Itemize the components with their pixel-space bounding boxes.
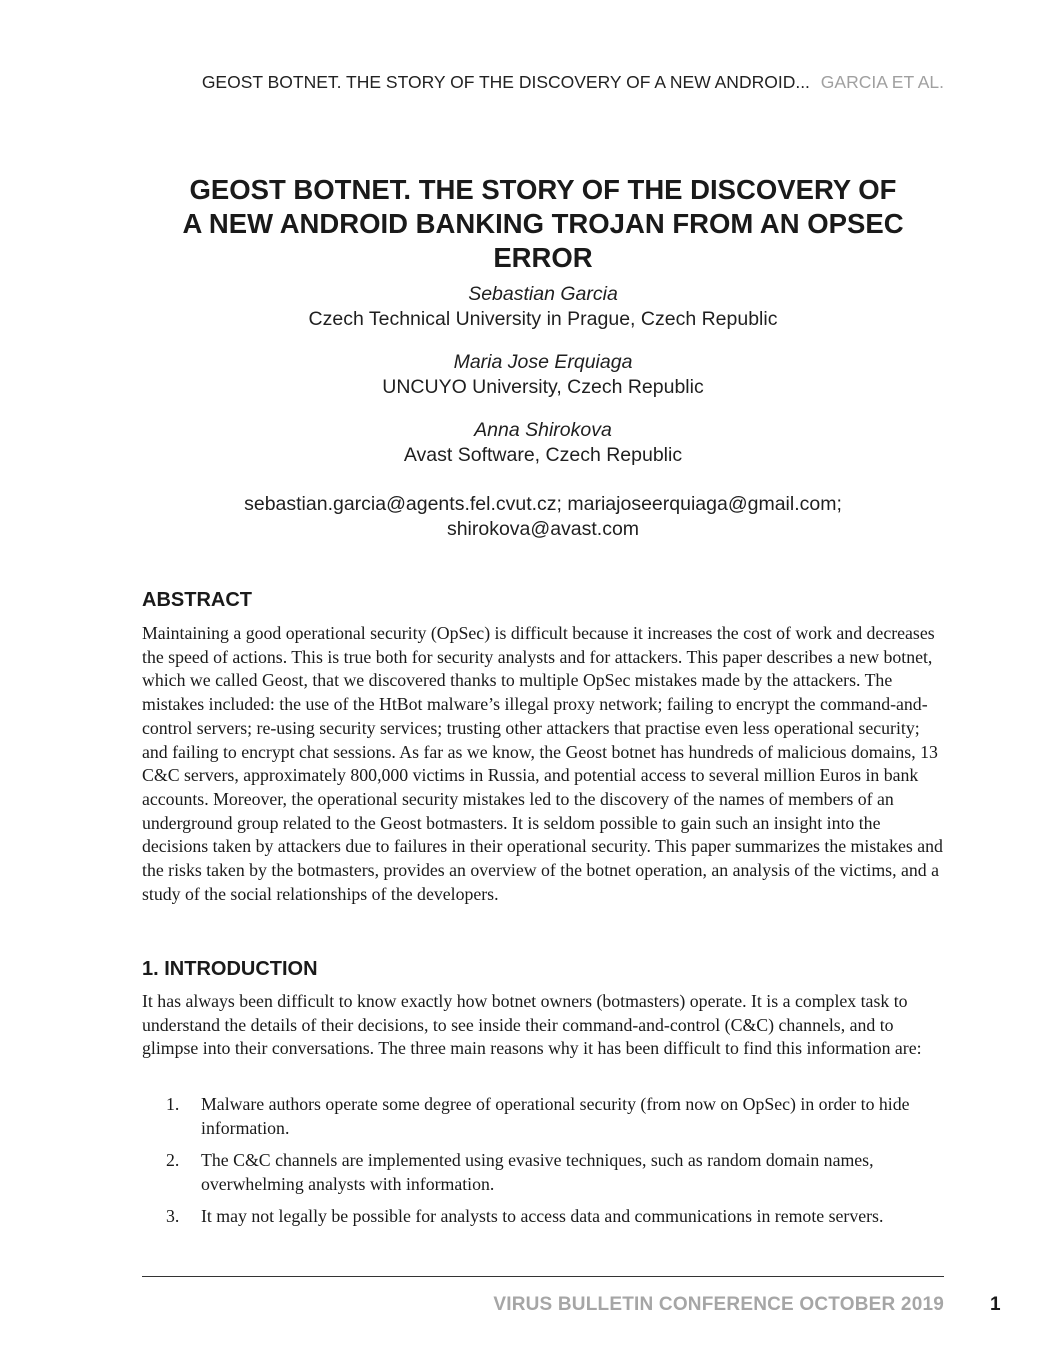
list-item-number: 1.	[166, 1094, 180, 1114]
paper-title-line-1: GEOST BOTNET. THE STORY OF THE DISCOVERY OF	[189, 174, 897, 205]
author-name: Anna Shirokova	[474, 419, 612, 441]
author-entry	[142, 282, 944, 332]
author-name: Maria Jose Erquiaga	[453, 351, 633, 373]
footer-conference: VIRUS BULLETIN CONFERENCE OCTOBER 2019	[493, 1294, 944, 1315]
introduction-text: It has always been difficult to know exactly how botnet owners (botmasters) operate. It is a complex task to understand the details of their decisions, to see inside their command-and-control (C&C) channels, and to glimpse into their conversations. The three main reasons why it has been difficult to find this information are:	[142, 991, 922, 1059]
email-line-1: sebastian.garcia@agents.fel.cvut.cz; mariajoseerquiaga@gmail.com;	[244, 493, 842, 515]
list-item-text: It may not legally be possible for analysts to access data and communications in remote servers.	[201, 1205, 884, 1226]
author-emails	[142, 492, 944, 542]
running-head-authors: GARCIA ET AL.	[820, 72, 944, 92]
author-affiliation: Czech Technical University in Prague, Czech Republic	[308, 308, 778, 330]
list-item	[142, 1149, 944, 1196]
author-affiliation: UNCUYO University, Czech Republic	[382, 376, 704, 398]
list-item	[142, 1093, 944, 1140]
authors-block	[142, 282, 944, 542]
author-affiliation: Avast Software, Czech Republic	[403, 444, 683, 466]
author-name: Sebastian Garcia	[468, 283, 618, 305]
abstract-text: Maintaining a good operational security (OpSec) is difficult because it increases the cost of work and decreases the speed of actions. This is true both for security analysts and for attackers. This paper describes a new botnet, which we called Geost, that we discovered thanks to multiple OpSec mistakes made by the attackers. The mistakes included: the use of the HtBot malware’s illegal proxy network; failing to encrypt the command-and-control servers; re-using security services; trusting other attackers that practise even less operational security; and failing to encrypt chat sessions. As far as we know, the Geost botnet has hundreds of malicious domains, 13 C&C servers, approximately 800,000 victims in Russia, and potential access to several million Euros in bank accounts. Moreover, the operational security mistakes led to the discovery of the names of members of an underground group related to the Geost botmasters. It is seldom possible to gain such an insight into the decisions taken by attackers due to failures in their operational security. This paper summarizes the mistakes and the risks taken by the botmasters, provides an overview of the botnet operation, an analysis of the victims, and a study of the social relationships of the developers.	[142, 623, 943, 904]
page-number: 1	[990, 1294, 1001, 1315]
paper-title-line-3: ERROR	[493, 242, 593, 273]
list-item-number: 2.	[166, 1149, 180, 1170]
paper-title	[120, 173, 966, 275]
list-item-number: 3.	[166, 1205, 180, 1226]
author-entry	[142, 350, 944, 400]
running-head	[142, 72, 944, 93]
email-line-2: shirokova@avast.com	[446, 518, 640, 540]
footer-divider	[142, 1276, 944, 1277]
introduction-heading: 1. INTRODUCTION	[142, 958, 318, 980]
reasons-list	[142, 1093, 944, 1237]
list-item-text: The C&C channels are implemented using evasive techniques, such as random domain names, overwhelming analysts with information.	[201, 1149, 874, 1194]
paper-title-line-2: A NEW ANDROID BANKING TROJAN FROM AN OPSEC	[182, 208, 904, 239]
list-item-text: Malware authors operate some degree of operational security (from now on OpSec) in order to hide information.	[201, 1094, 910, 1138]
running-head-title: GEOST BOTNET. THE STORY OF THE DISCOVERY OF A NEW ANDROID...	[201, 72, 810, 92]
author-entry	[142, 418, 944, 468]
abstract-heading: ABSTRACT	[142, 589, 252, 611]
list-item	[142, 1205, 944, 1229]
